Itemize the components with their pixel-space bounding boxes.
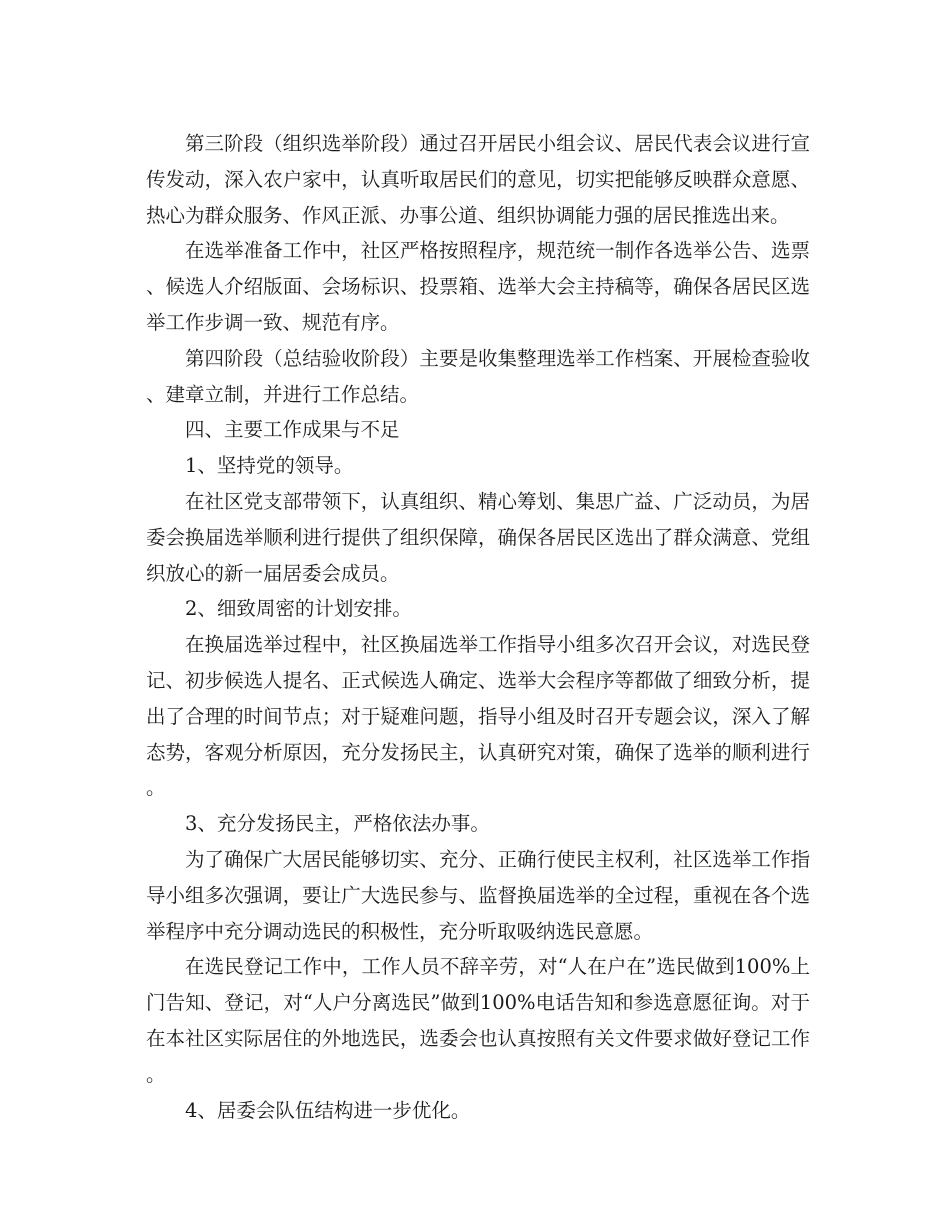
paragraph-stage-four: 第四阶段（总结验收阶段）主要是收集整理选举工作档案、开展检查验收、建章立制，并进行工作总结。: [146, 346, 810, 406]
subheading-party-leadership: 1、坚持党的领导。: [185, 454, 354, 478]
document-body: [146, 126, 810, 1128]
paragraph-planning: 在换届选举过程中，社区换届选举工作指导小组多次召开会议，对选民登记、初步候选人提名、正式候选人确定、选举大会程序等都做了细致分析，提出了合理的时间节点；对于疑难问题，指导小组及时召开专题会议，深入了解态势，客观分析原因，充分发扬民主，认真研究对策，确保了选举的顺利进行。: [146, 633, 810, 800]
subheading-democracy: 3、充分发扬民主，严格依法办事。: [185, 812, 490, 836]
paragraph-stage-three: 第三阶段（组织选举阶段）通过召开居民小组会议、居民代表会议进行宣传发动，深入农户家中，认真听取居民们的意见，切实把能够反映群众意愿、热心为群众服务、作风正派、办事公道、组织协调能力强的居民推选出来。: [146, 132, 810, 227]
paragraph-voter-registration: 在选民登记工作中，工作人员不辞辛劳，对“人在户在”选民做到100%上门告知、登记，对“人户分离选民”做到100%电话告知和参选意愿征询。对于在本社区实际居住的外地选民，选委会也认真按照有关文件要求做好登记工作。: [146, 955, 810, 1086]
subheading-team-structure: 4、居委会队伍结构进一步优化。: [185, 1098, 471, 1122]
paragraph-democracy: 为了确保广大居民能够切实、充分、正确行使民主权利，社区选举工作指导小组多次强调，要让广大选民参与、监督换届选举的全过程，重视在各个选举程序中充分调动选民的积极性，充分听取吸纳选民意愿。: [146, 847, 810, 943]
paragraph-election-preparation: 在选举准备工作中，社区严格按照程序，规范统一制作各选举公告、选票、候选人介绍版面、会场标识、投票箱、选举大会主持稿等，确保各居民区选举工作步调一致、规范有序。: [146, 239, 810, 334]
section-heading-results: 四、主要工作成果与不足: [185, 418, 400, 442]
subheading-planning: 2、细致周密的计划安排。: [185, 597, 412, 621]
paragraph-party-leadership: 在社区党支部带领下，认真组织、精心筹划、集思广益、广泛动员，为居委会换届选举顺利进行提供了组织保障，确保各居民区选出了群众满意、党组织放心的新一届居委会成员。: [146, 489, 810, 585]
